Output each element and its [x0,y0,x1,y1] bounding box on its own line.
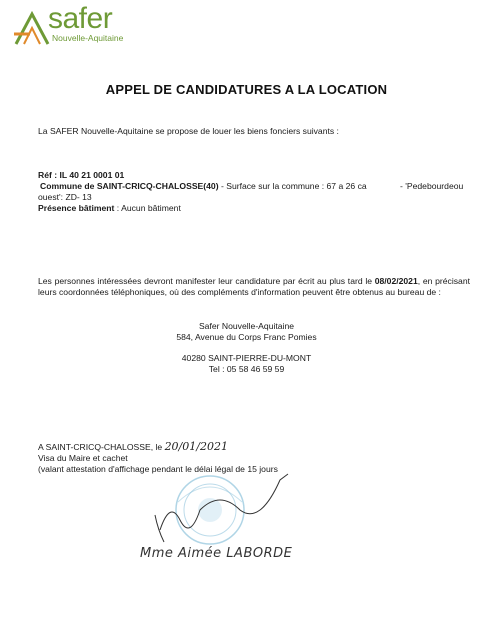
office-telephone: Tel : 05 58 46 59 59 [208,364,285,374]
signature-name: Mme Aimée LABORDE [140,546,293,561]
property-commune: Commune de SAINT-CRICQ-CHALOSSE(40) [40,181,219,191]
signature-scribble-icon [150,470,300,550]
footer-place-line [38,441,228,453]
logo-name: safer [48,2,113,35]
property-surface: - Surface sur la commune : 67 a 26 ca [218,181,367,191]
document-title: APPEL DE CANDIDATURES A LA LOCATION [105,82,388,97]
safer-logo-icon [12,8,52,46]
candidacy-deadline: 08/02/2021 [374,276,418,286]
logo-subtitle: Nouvelle-Aquitaine [52,33,124,43]
property-lieu-dit: - 'Pedebourdeou [400,181,464,191]
property-lieu-dit-continued: ouest': ZD- 13 [38,192,92,202]
footer-attestation: (valant attestation d'affichage pendant le délai légal de 15 jours [38,464,278,474]
presence-value: : Aucun bâtiment [114,203,181,213]
handwritten-date: 20/01/2021 [164,440,228,453]
candidacy-text-before: Les personnes intéressées devront manifester leur candidature par écrit au plus tard le [38,276,375,286]
presence-label: Présence bâtiment [38,203,115,213]
office-name: Safer Nouvelle-Aquitaine [198,321,295,331]
candidacy-text-after: , en précisant leurs coordonnées téléphoniques, où des compléments d'information peuvent être obtenus au bureau de : [38,276,470,297]
footer-visa: Visa du Maire et cachet [38,453,128,463]
office-city: 40280 SAINT-PIERRE-DU-MONT [181,353,312,363]
intro-text: La SAFER Nouvelle-Aquitaine se propose de louer les biens fonciers suivants : [38,126,339,136]
candidacy-paragraph [38,276,470,298]
property-presence-line [38,203,478,214]
property-reference: Réf : IL 40 21 0001 01 [38,170,125,180]
office-street: 584, Avenue du Corps Franc Pomies [176,332,317,342]
footer-place: A SAINT-CRICQ-CHALOSSE, le [38,442,165,452]
